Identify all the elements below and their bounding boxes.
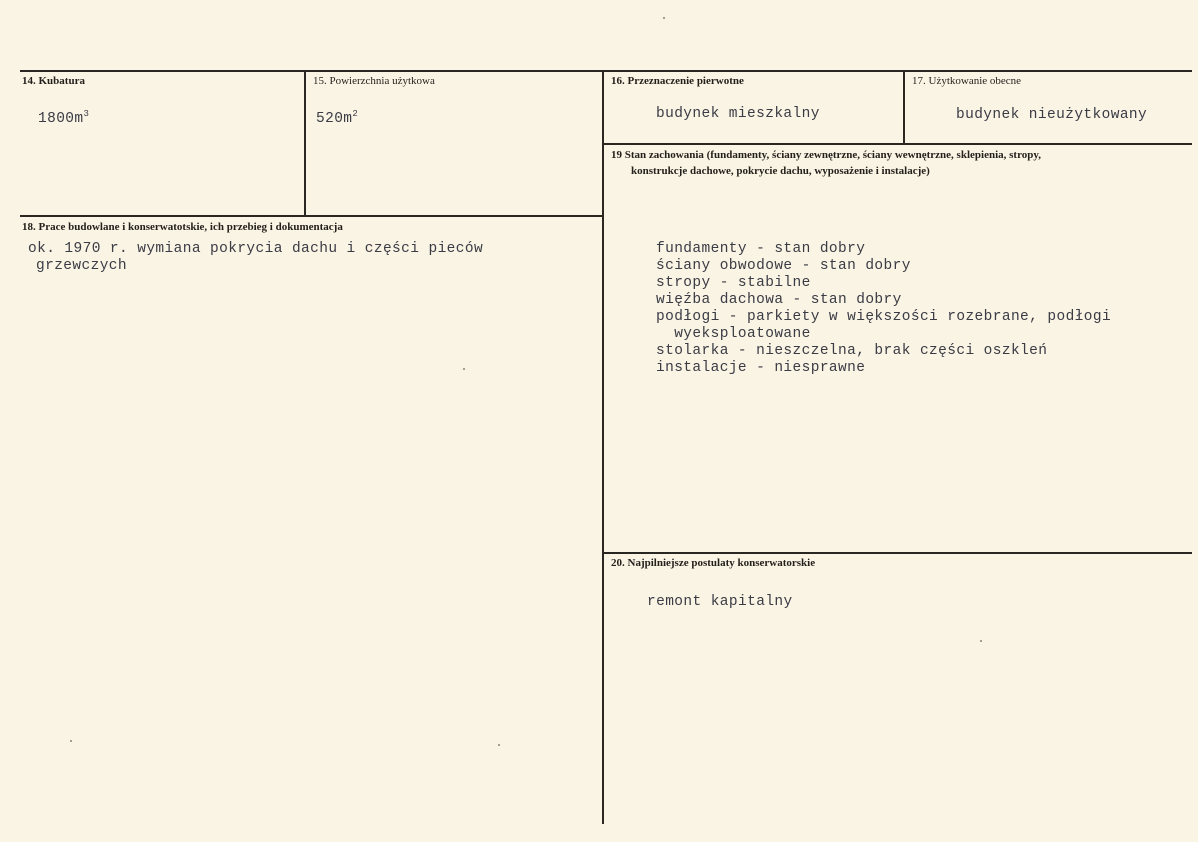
list-item: ściany obwodowe - stan dobry (656, 258, 911, 274)
field-20-value: remont kapitalny (647, 594, 793, 610)
divider-14-15 (304, 70, 306, 215)
field-14-exponent: 3 (83, 109, 90, 119)
field-14-number: 1800m (38, 110, 84, 127)
field-14-label: 14. Kubatura (22, 75, 85, 87)
field-17-label: 17. Użytkowanie obecne (912, 75, 1022, 87)
list-item: podłogi - parkiety w większości rozebrane, podłogi (656, 309, 1112, 325)
field-18-label: 18. Prace budowlane i konserwatotskie, ich przebieg i dokumentacja (22, 221, 343, 233)
list-item: stropy - stabilne (656, 275, 811, 291)
divider-16-17 (903, 70, 905, 143)
rule-19 (603, 143, 1192, 145)
list-item: więźba dachowa - stan dobry (656, 292, 902, 308)
paper-speck (980, 640, 982, 642)
field-16-value: budynek mieszkalny (656, 106, 820, 122)
field-19-list (656, 241, 1111, 377)
top-rule (20, 70, 1192, 72)
field-19-label-line1: 19 Stan zachowania (fundamenty, ściany zewnętrzne, ściany wewnętrzne, sklepienia, stropy, (611, 149, 1042, 161)
field-15-exponent: 2 (352, 109, 359, 119)
field-15-label: 15. Powierzchnia użytkowa (313, 75, 435, 87)
list-item: instalacje - niesprawne (656, 360, 866, 376)
field-15-number: 520m (316, 110, 353, 127)
rule-18 (20, 215, 603, 217)
divider-main (602, 70, 604, 824)
paper-speck (498, 744, 500, 746)
field-15-value (316, 106, 358, 128)
paper-speck (463, 368, 465, 370)
list-item: stolarka - nieszczelna, brak części oszkleń (656, 343, 1048, 359)
rule-20 (603, 552, 1192, 554)
field-14-value (38, 106, 89, 128)
field-20-label: 20. Najpilniejsze postulaty konserwatorskie (611, 557, 816, 569)
field-17-value: budynek nieużytkowany (956, 107, 1148, 123)
list-item: wyeksploatowane (656, 326, 811, 342)
field-18-line1: ok. 1970 r. wymiana pokrycia dachu i części pieców (28, 241, 484, 257)
field-18-line2: grzewczych (36, 258, 128, 274)
field-16-label: 16. Przeznaczenie pierwotne (611, 75, 744, 87)
list-item: fundamenty - stan dobry (656, 241, 866, 257)
field-19-label-line2: konstrukcje dachowe, pokrycie dachu, wyposażenie i instalacje) (631, 165, 930, 177)
paper-speck (70, 740, 72, 742)
paper-speck (663, 17, 665, 19)
